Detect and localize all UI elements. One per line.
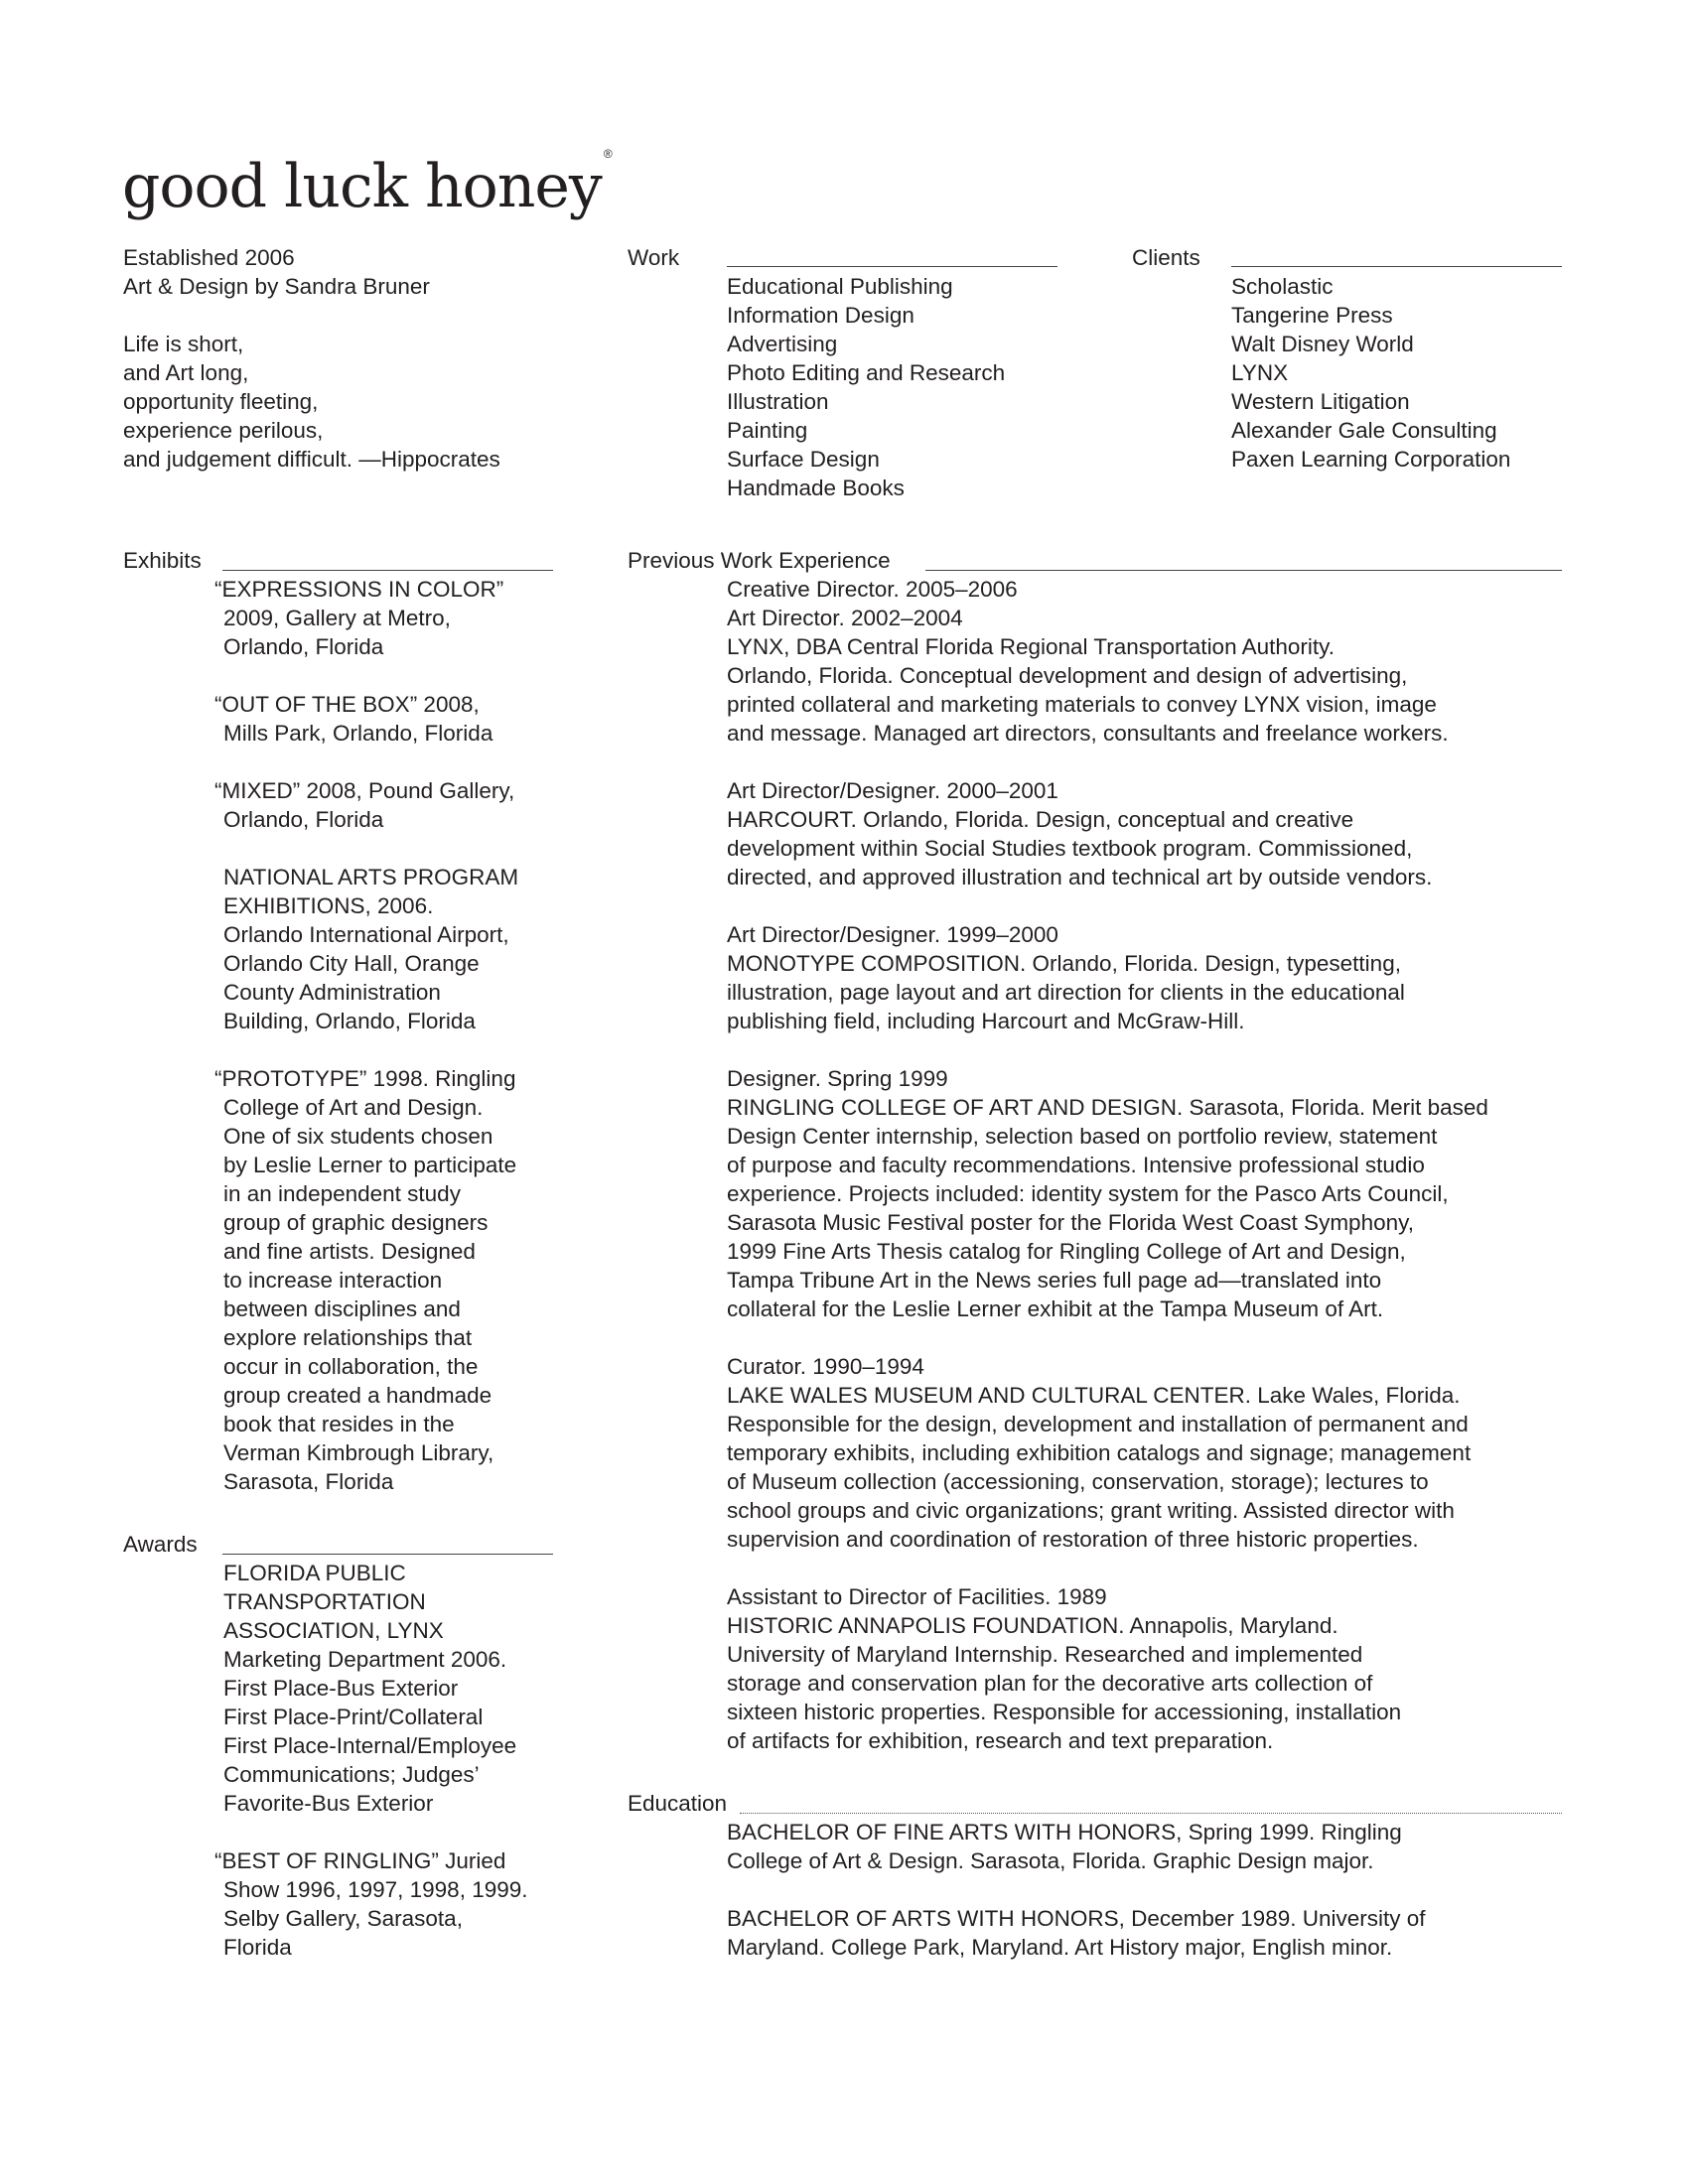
- experience-entry-line: sixteen historic properties. Responsible for accessioning, installation: [727, 1700, 1402, 1724]
- clients-list: [1231, 272, 1510, 474]
- logo: [122, 147, 612, 221]
- exhibit-entry-line: 2009, Gallery at Metro,: [223, 606, 451, 630]
- experience-entry-line: Assistant to Director of Facilities. 1989: [727, 1584, 1107, 1609]
- experience-entry-line: HARCOURT. Orlando, Florida. Design, conceptual and creative: [727, 807, 1354, 832]
- work-item: Painting: [727, 418, 808, 443]
- registered-mark: ®: [603, 147, 612, 161]
- exhibit-entry-line: “PROTOTYPE” 1998. Ringling: [214, 1066, 516, 1091]
- client-item: Alexander Gale Consulting: [1231, 418, 1497, 443]
- experience-entry-line: development within Social Studies textbook program. Commissioned,: [727, 836, 1413, 861]
- experience-entry-line: LAKE WALES MUSEUM AND CULTURAL CENTER. Lake Wales, Florida.: [727, 1383, 1461, 1408]
- clients-rule: [1231, 266, 1562, 267]
- experience-entry-line: printed collateral and marketing materials to convey LYNX vision, image: [727, 692, 1437, 717]
- work-item: Advertising: [727, 332, 838, 356]
- experience-entry-line: of artifacts for exhibition, research and text preparation.: [727, 1728, 1274, 1753]
- education-entry: [727, 1818, 1426, 1875]
- experience-entry-line: Designer. Spring 1999: [727, 1066, 948, 1091]
- experience-entry-line: Design Center internship, selection based on portfolio review, statement: [727, 1124, 1438, 1149]
- experience-entry-line: Tampa Tribune Art in the News series full page ad—translated into: [727, 1268, 1382, 1293]
- experience-entry-line: storage and conservation plan for the decorative arts collection of: [727, 1671, 1373, 1696]
- quote: [123, 330, 500, 474]
- award-entry: [214, 1846, 528, 1962]
- work-item: Illustration: [727, 389, 829, 414]
- experience-entry: [727, 776, 1488, 891]
- quote-line: opportunity fleeting,: [123, 389, 319, 414]
- exhibit-entry-line: Orlando, Florida: [223, 807, 384, 832]
- award-entry-line: Show 1996, 1997, 1998, 1999.: [223, 1877, 528, 1902]
- work-item: Information Design: [727, 303, 914, 328]
- exhibit-entry-line: Verman Kimbrough Library,: [223, 1440, 494, 1465]
- education-entry-line: College of Art & Design. Sarasota, Florida. Graphic Design major.: [727, 1848, 1374, 1873]
- exhibit-entry: [214, 690, 518, 748]
- exhibit-entry-line: group created a handmade: [223, 1383, 492, 1408]
- exhibit-entry-line: EXHIBITIONS, 2006.: [223, 893, 434, 918]
- byline: Art & Design by Sandra Bruner: [123, 274, 430, 299]
- exhibit-entry-line: Orlando International Airport,: [223, 922, 509, 947]
- experience-entry-line: and message. Managed art directors, consultants and freelance workers.: [727, 721, 1449, 746]
- education-list: [727, 1818, 1426, 1962]
- awards-list: [214, 1559, 528, 1962]
- exhibit-entry-line: group of graphic designers: [223, 1210, 489, 1235]
- experience-entry-line: collateral for the Leslie Lerner exhibit at the Tampa Museum of Art.: [727, 1297, 1384, 1321]
- quote-line: and judgement difficult. —Hippocrates: [123, 447, 500, 472]
- award-entry-line: Florida: [223, 1935, 292, 1960]
- awards-rule: [222, 1554, 553, 1555]
- exhibit-entry-line: “EXPRESSIONS IN COLOR”: [214, 577, 504, 602]
- exhibit-entry-line: “OUT OF THE BOX” 2008,: [214, 692, 480, 717]
- exhibit-entry-line: Orlando, Florida: [223, 634, 384, 659]
- exhibit-entry-line: to increase interaction: [223, 1268, 443, 1293]
- experience-entry-line: Creative Director. 2005–2006: [727, 577, 1018, 602]
- clients-heading: Clients: [1132, 245, 1200, 270]
- education-entry-line: BACHELOR OF FINE ARTS WITH HONORS, Spring 1999. Ringling: [727, 1820, 1402, 1844]
- award-entry: [223, 1559, 528, 1818]
- experience-entry: [727, 1064, 1488, 1323]
- exhibit-entry: [214, 575, 518, 661]
- work-item: Handmade Books: [727, 476, 905, 500]
- exhibit-entry-line: Building, Orlando, Florida: [223, 1009, 476, 1033]
- exhibit-entry-line: One of six students chosen: [223, 1124, 493, 1149]
- exhibit-entry-line: and fine artists. Designed: [223, 1239, 476, 1264]
- experience-entry-line: supervision and coordination of restoration of three historic properties.: [727, 1527, 1419, 1552]
- work-item: Surface Design: [727, 447, 880, 472]
- education-heading: Education: [628, 1791, 728, 1816]
- award-entry-line: First Place-Internal/Employee: [223, 1733, 517, 1758]
- award-entry-line: FLORIDA PUBLIC: [223, 1561, 406, 1585]
- experience-entry-line: Orlando, Florida. Conceptual development and design of advertising,: [727, 663, 1408, 688]
- client-item: Paxen Learning Corporation: [1231, 447, 1511, 472]
- experience-entry: [727, 920, 1488, 1035]
- experience-entry: [727, 1582, 1488, 1755]
- client-item: Tangerine Press: [1231, 303, 1393, 328]
- exhibit-entry: [214, 776, 518, 834]
- award-entry-line: ASSOCIATION, LYNX: [223, 1618, 444, 1643]
- client-item: Walt Disney World: [1231, 332, 1414, 356]
- experience-entry-line: HISTORIC ANNAPOLIS FOUNDATION. Annapolis, Maryland.: [727, 1613, 1338, 1638]
- education-entry-line: BACHELOR OF ARTS WITH HONORS, December 1989. University of: [727, 1906, 1426, 1931]
- exhibit-entry-line: occur in collaboration, the: [223, 1354, 479, 1379]
- exhibits-heading: Exhibits: [123, 548, 202, 573]
- award-entry-line: First Place-Bus Exterior: [223, 1676, 459, 1701]
- work-list: [727, 272, 1005, 502]
- experience-entry-line: LYNX, DBA Central Florida Regional Transportation Authority.: [727, 634, 1335, 659]
- experience-entry-line: Responsible for the design, development and installation of permanent and: [727, 1412, 1469, 1436]
- logo-text: good luck honey: [122, 152, 602, 221]
- experience-entry-line: RINGLING COLLEGE OF ART AND DESIGN. Sarasota, Florida. Merit based: [727, 1095, 1488, 1120]
- client-item: Scholastic: [1231, 274, 1334, 299]
- exhibit-entry-line: between disciplines and: [223, 1297, 461, 1321]
- award-entry-line: Communications; Judges’: [223, 1762, 480, 1787]
- exhibit-entry-line: Orlando City Hall, Orange: [223, 951, 480, 976]
- experience-entry-line: University of Maryland Internship. Researched and implemented: [727, 1642, 1363, 1667]
- client-item: Western Litigation: [1231, 389, 1410, 414]
- experience-entry-line: 1999 Fine Arts Thesis catalog for Ringling College of Art and Design,: [727, 1239, 1406, 1264]
- established-line: Established 2006: [123, 245, 295, 270]
- experience-entry-line: school groups and civic organizations; grant writing. Assisted director with: [727, 1498, 1455, 1523]
- experience-entry-line: MONOTYPE COMPOSITION. Orlando, Florida. Design, typesetting,: [727, 951, 1401, 976]
- award-entry-line: First Place-Print/Collateral: [223, 1705, 484, 1729]
- experience-entry-line: temporary exhibits, including exhibition catalogs and signage; management: [727, 1440, 1472, 1465]
- experience-entry-line: Sarasota Music Festival poster for the Florida West Coast Symphony,: [727, 1210, 1414, 1235]
- experience-entry-line: Art Director. 2002–2004: [727, 606, 963, 630]
- education-rule: [740, 1813, 1562, 1814]
- quote-line: Life is short,: [123, 332, 244, 356]
- experience-entry-line: illustration, page layout and art direction for clients in the educational: [727, 980, 1405, 1005]
- exhibit-entry-line: book that resides in the: [223, 1412, 455, 1436]
- award-entry-line: TRANSPORTATION: [223, 1589, 426, 1614]
- awards-heading: Awards: [123, 1532, 198, 1557]
- experience-entry-line: experience. Projects included: identity system for the Pasco Arts Council,: [727, 1181, 1449, 1206]
- experience-entry: [727, 1352, 1488, 1554]
- quote-line: and Art long,: [123, 360, 249, 385]
- exhibit-entry-line: by Leslie Lerner to participate: [223, 1153, 517, 1177]
- exhibit-entry-line: Sarasota, Florida: [223, 1469, 394, 1494]
- exhibits-list: [214, 575, 519, 1496]
- work-item: Photo Editing and Research: [727, 360, 1006, 385]
- exhibits-rule: [222, 570, 553, 571]
- exhibit-entry: [214, 1064, 518, 1496]
- experience-entry-line: directed, and approved illustration and technical art by outside vendors.: [727, 865, 1433, 889]
- work-heading: Work: [628, 245, 680, 270]
- exhibit-entry-line: “MIXED” 2008, Pound Gallery,: [214, 778, 515, 803]
- experience-entry-line: Art Director/Designer. 1999–2000: [727, 922, 1058, 947]
- education-entry-line: Maryland. College Park, Maryland. Art History major, English minor.: [727, 1935, 1393, 1960]
- experience-entry-line: Art Director/Designer. 2000–2001: [727, 778, 1058, 803]
- award-entry-line: “BEST OF RINGLING” Juried: [214, 1848, 506, 1873]
- experience-entry-line: publishing field, including Harcourt and McGraw-Hill.: [727, 1009, 1245, 1033]
- intro: [123, 243, 500, 474]
- exhibit-entry-line: NATIONAL ARTS PROGRAM: [223, 865, 519, 889]
- exhibit-entry-line: in an independent study: [223, 1181, 461, 1206]
- experience-heading: Previous Work Experience: [628, 548, 891, 573]
- education-entry: [727, 1904, 1426, 1962]
- experience-entry-line: Curator. 1990–1994: [727, 1354, 924, 1379]
- award-entry-line: Selby Gallery, Sarasota,: [223, 1906, 463, 1931]
- exhibit-entry: [223, 863, 518, 1035]
- award-entry-line: Marketing Department 2006.: [223, 1647, 507, 1672]
- experience-entry-line: of Museum collection (accessioning, conservation, storage); lectures to: [727, 1469, 1429, 1494]
- award-entry-line: Favorite-Bus Exterior: [223, 1791, 434, 1816]
- exhibit-entry-line: College of Art and Design.: [223, 1095, 484, 1120]
- experience-entry: [727, 575, 1488, 748]
- experience-list: [727, 575, 1488, 1755]
- quote-line: experience perilous,: [123, 418, 324, 443]
- exhibit-entry-line: explore relationships that: [223, 1325, 473, 1350]
- work-item: Educational Publishing: [727, 274, 953, 299]
- exhibit-entry-line: Mills Park, Orlando, Florida: [223, 721, 493, 746]
- experience-rule: [925, 570, 1562, 571]
- exhibit-entry-line: County Administration: [223, 980, 441, 1005]
- experience-entry-line: of purpose and faculty recommendations. Intensive professional studio: [727, 1153, 1425, 1177]
- client-item: LYNX: [1231, 360, 1289, 385]
- work-rule: [727, 266, 1057, 267]
